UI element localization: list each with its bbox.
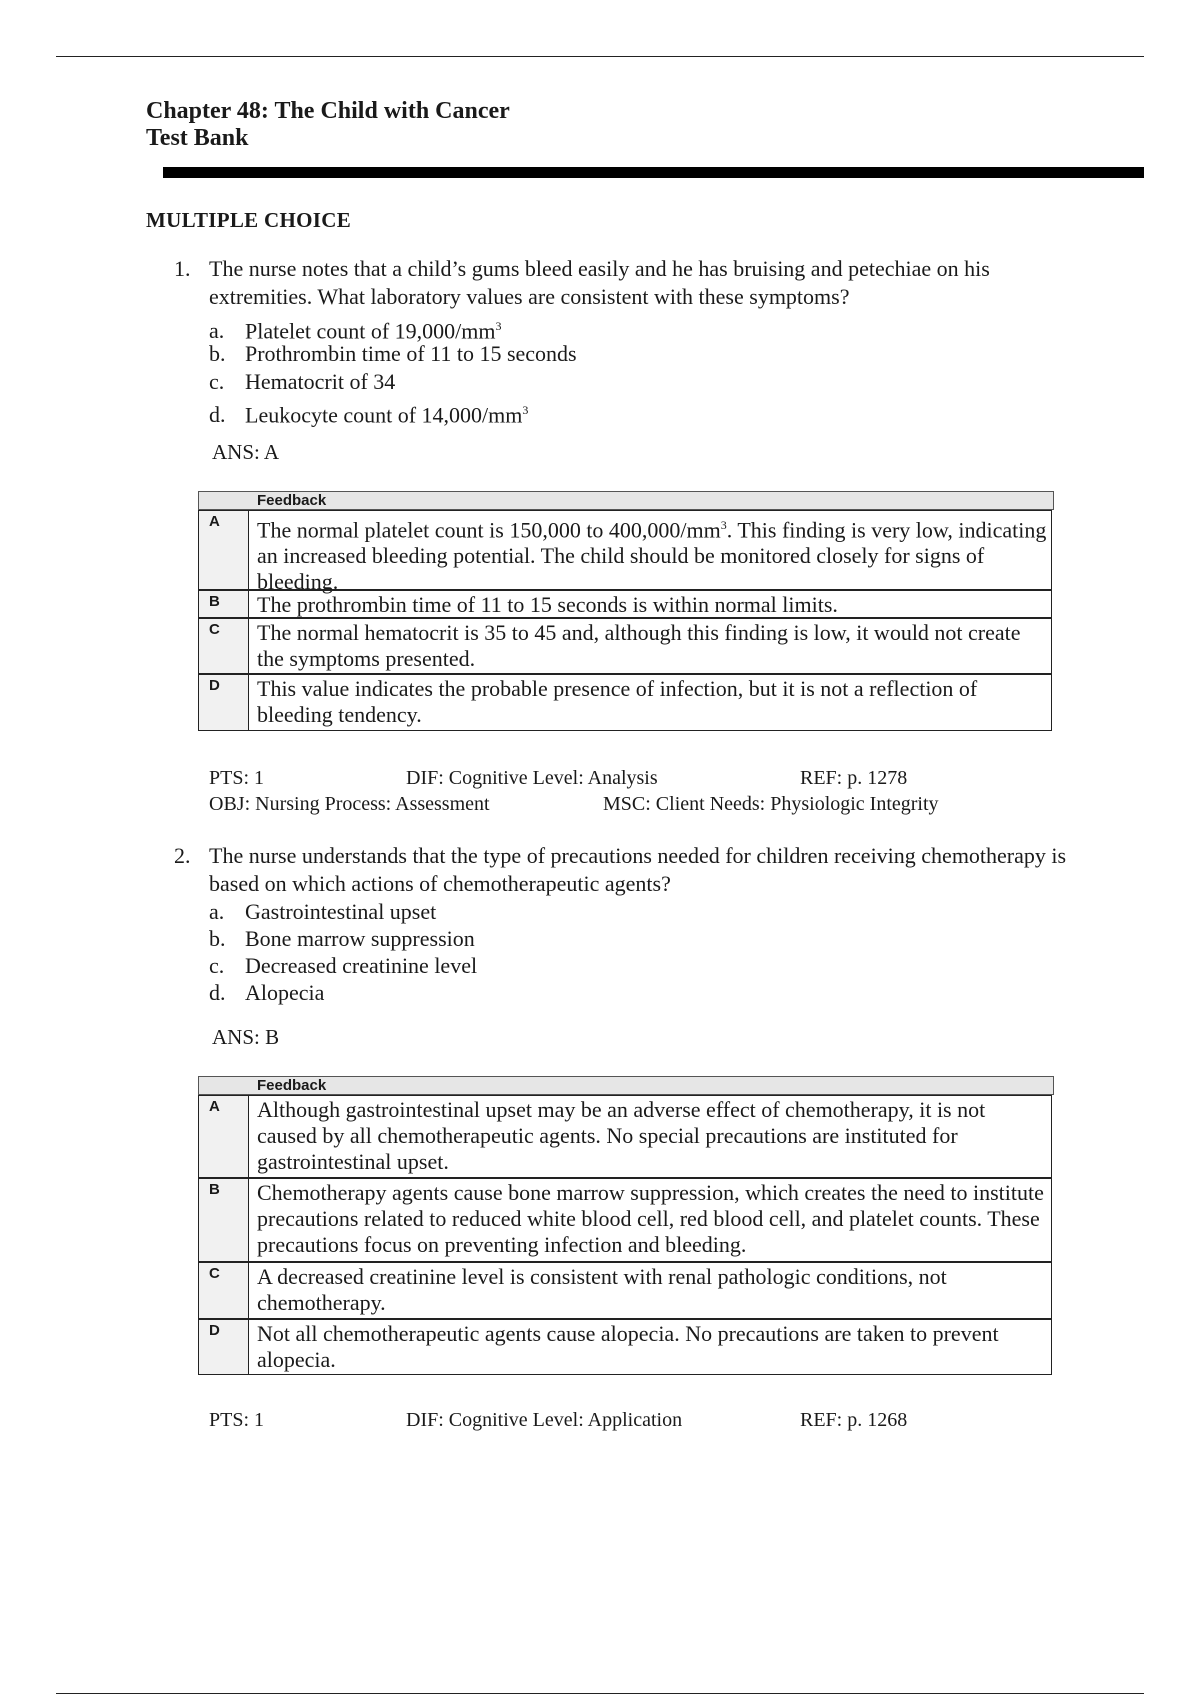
feedback-row-b: [198, 1178, 1052, 1262]
option-b: [209, 340, 577, 368]
feedback-text: [257, 512, 1049, 595]
feedback-header-label: Feedback: [257, 492, 327, 509]
bottom-rule: [56, 1693, 1144, 1694]
feedback-letter: C: [209, 621, 220, 638]
feedback-text-part: The normal platelet count is 150,000 to 400,000/mm: [257, 517, 721, 543]
option-a: [209, 898, 436, 926]
question-stem: The nurse notes that a child’s gums bleed easily and he has bruising and petechiae on his extremities. What laboratory values are consistent with these symptoms?: [209, 256, 990, 309]
feedback-row-c: [198, 618, 1052, 674]
option-d: [209, 979, 324, 1007]
feedback-letter-cell: [199, 1179, 249, 1261]
option-text: Gastrointestinal upset: [245, 899, 437, 924]
option-b: [209, 925, 475, 953]
feedback-text: Not all chemotherapeutic agents cause alopecia. No precautions are taken to prevent alopecia.: [257, 1321, 999, 1372]
question-number: 1.: [174, 256, 191, 281]
feedback-letter-cell: [199, 1263, 249, 1318]
points-1: PTS: 1: [209, 767, 265, 789]
feedback-row-b: [198, 590, 1052, 618]
feedback-letter: D: [209, 1322, 220, 1339]
feedback-letter: D: [209, 677, 220, 694]
feedback-letter-cell: [199, 591, 249, 617]
reference-2: REF: p. 1268: [800, 1409, 908, 1431]
option-letter: d.: [209, 402, 226, 428]
option-letter: b.: [209, 341, 226, 366]
feedback-letter-cell: [199, 1096, 249, 1177]
feedback-header: [198, 491, 1054, 510]
option-c: [209, 952, 477, 980]
option-a: [209, 312, 502, 344]
question-number: 2.: [174, 843, 191, 868]
feedback-text: The prothrombin time of 11 to 15 seconds is within normal limits.: [257, 592, 838, 617]
feedback-letter-cell: [199, 511, 249, 589]
feedback-row-c: [198, 1262, 1052, 1319]
subtitle: Test Bank: [146, 125, 249, 151]
difficulty-2: DIF: Cognitive Level: Application: [406, 1409, 683, 1431]
option-d: [209, 396, 529, 428]
feedback-letter: A: [209, 513, 220, 530]
objective-1: OBJ: Nursing Process: Assessment: [209, 793, 490, 815]
feedback-row-a: [198, 510, 1052, 595]
feedback-letter-cell: [199, 619, 249, 673]
option-text: Decreased creatinine level: [245, 953, 478, 978]
difficulty-1: DIF: Cognitive Level: Analysis: [406, 767, 658, 789]
title-block: [146, 98, 510, 152]
feedback-letter-cell: [199, 675, 249, 730]
option-letter: a.: [209, 899, 225, 924]
option-letter: d.: [209, 980, 226, 1005]
feedback-letter: B: [209, 1181, 220, 1198]
option-letter: a.: [209, 318, 225, 344]
answer-2: ANS: B: [212, 1025, 280, 1049]
option-text: Alopecia: [245, 980, 325, 1005]
superscript: 3: [720, 518, 727, 532]
feedback-row-a: [198, 1095, 1052, 1178]
points-2: PTS: 1: [209, 1409, 265, 1431]
feedback-row-d: [198, 674, 1052, 731]
feedback-letter: B: [209, 593, 220, 610]
feedback-letter-cell: [199, 1320, 249, 1374]
feedback-text: Chemotherapy agents cause bone marrow suppression, which creates the need to institute precautions related to reduced white blood cell, red blood cell, and platelet counts. These precautions focus on preventing infection and bleeding.: [257, 1180, 1044, 1257]
heading-divider: [163, 167, 1144, 178]
feedback-letter: C: [209, 1265, 220, 1282]
feedback-row-d: [198, 1319, 1052, 1375]
feedback-text-part: . This finding is very low, indicating an increased bleeding potential. The child should be monitored closely for signs of bleeding.: [257, 517, 1047, 595]
feedback-letter: A: [209, 1098, 220, 1115]
feedback-text: Although gastrointestinal upset may be an adverse effect of chemotherapy, it is not caused by all chemotherapeutic agents. No special precautions are instituted for gastrointestinal upset.: [257, 1097, 986, 1174]
option-text: Platelet count of 19,000/mm: [245, 318, 496, 344]
reference-1: REF: p. 1278: [800, 767, 908, 789]
answer-1: ANS: A: [212, 440, 280, 464]
feedback-text: A decreased creatinine level is consistent with renal pathologic conditions, not chemotherapy.: [257, 1264, 947, 1315]
chapter-title: Chapter 48: The Child with Cancer: [146, 98, 510, 124]
option-text: Leukocyte count of 14,000/mm: [245, 402, 523, 428]
superscript: 3: [522, 403, 529, 417]
section-heading: MULTIPLE CHOICE: [146, 208, 352, 232]
feedback-header-label: Feedback: [257, 1077, 327, 1094]
option-text: Bone marrow suppression: [245, 926, 475, 951]
option-text: Hematocrit of 34: [245, 369, 396, 394]
option-letter: b.: [209, 926, 226, 951]
option-letter: c.: [209, 953, 225, 978]
feedback-text: The normal hematocrit is 35 to 45 and, although this finding is low, it would not create the symptoms presented.: [257, 620, 1021, 671]
top-rule: [56, 56, 1144, 57]
superscript: 3: [495, 319, 502, 333]
question-stem: The nurse understands that the type of precautions needed for children receiving chemotherapy is based on which actions of chemotherapeutic agents?: [209, 843, 1067, 896]
option-letter: c.: [209, 369, 225, 394]
option-c: [209, 368, 395, 396]
feedback-text: This value indicates the probable presence of infection, but it is not a reflection of bleeding tendency.: [257, 676, 978, 727]
feedback-header: [198, 1076, 1054, 1095]
option-text: Prothrombin time of 11 to 15 seconds: [245, 341, 577, 366]
msc-1: MSC: Client Needs: Physiologic Integrity: [603, 793, 939, 815]
